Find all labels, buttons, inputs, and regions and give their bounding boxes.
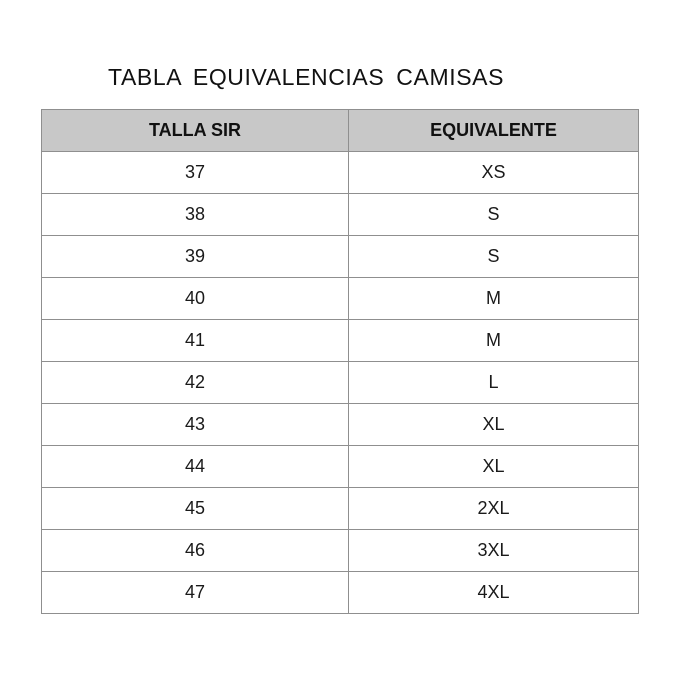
talla-sir-cell: 45: [42, 488, 349, 530]
equivalente-cell: M: [349, 320, 639, 362]
talla-sir-cell: 42: [42, 362, 349, 404]
equivalente-cell: 4XL: [349, 572, 639, 614]
table-row: [42, 236, 639, 278]
table-row: [42, 320, 639, 362]
talla-sir-cell: 46: [42, 530, 349, 572]
table-body: [42, 152, 639, 614]
table-row: [42, 362, 639, 404]
equivalente-cell: S: [349, 236, 639, 278]
equivalente-cell: L: [349, 362, 639, 404]
table-row: [42, 152, 639, 194]
talla-sir-cell: 39: [42, 236, 349, 278]
talla-sir-cell: 41: [42, 320, 349, 362]
equivalente-cell: S: [349, 194, 639, 236]
page-title: TABLA EQUIVALENCIAS CAMISAS: [108, 64, 505, 90]
table-row: [42, 278, 639, 320]
table-row: [42, 572, 639, 614]
equivalente-cell: XL: [349, 446, 639, 488]
table-row: [42, 446, 639, 488]
talla-sir-cell: 47: [42, 572, 349, 614]
talla-sir-cell: 43: [42, 404, 349, 446]
equivalente-cell: 2XL: [349, 488, 639, 530]
talla-sir-cell: 40: [42, 278, 349, 320]
equivalente-cell: XS: [349, 152, 639, 194]
table-row: [42, 194, 639, 236]
equivalente-cell: M: [349, 278, 639, 320]
table-header: [42, 110, 639, 152]
column-header-talla-sir: TALLA SIR: [42, 110, 349, 152]
talla-sir-cell: 38: [42, 194, 349, 236]
table-row: [42, 488, 639, 530]
equivalente-cell: XL: [349, 404, 639, 446]
equivalente-cell: 3XL: [349, 530, 639, 572]
table-header-row: [42, 110, 639, 152]
talla-sir-cell: 44: [42, 446, 349, 488]
size-equivalence-table: [41, 109, 639, 614]
table-row: [42, 404, 639, 446]
column-header-equivalente: EQUIVALENTE: [349, 110, 639, 152]
talla-sir-cell: 37: [42, 152, 349, 194]
table-row: [42, 530, 639, 572]
